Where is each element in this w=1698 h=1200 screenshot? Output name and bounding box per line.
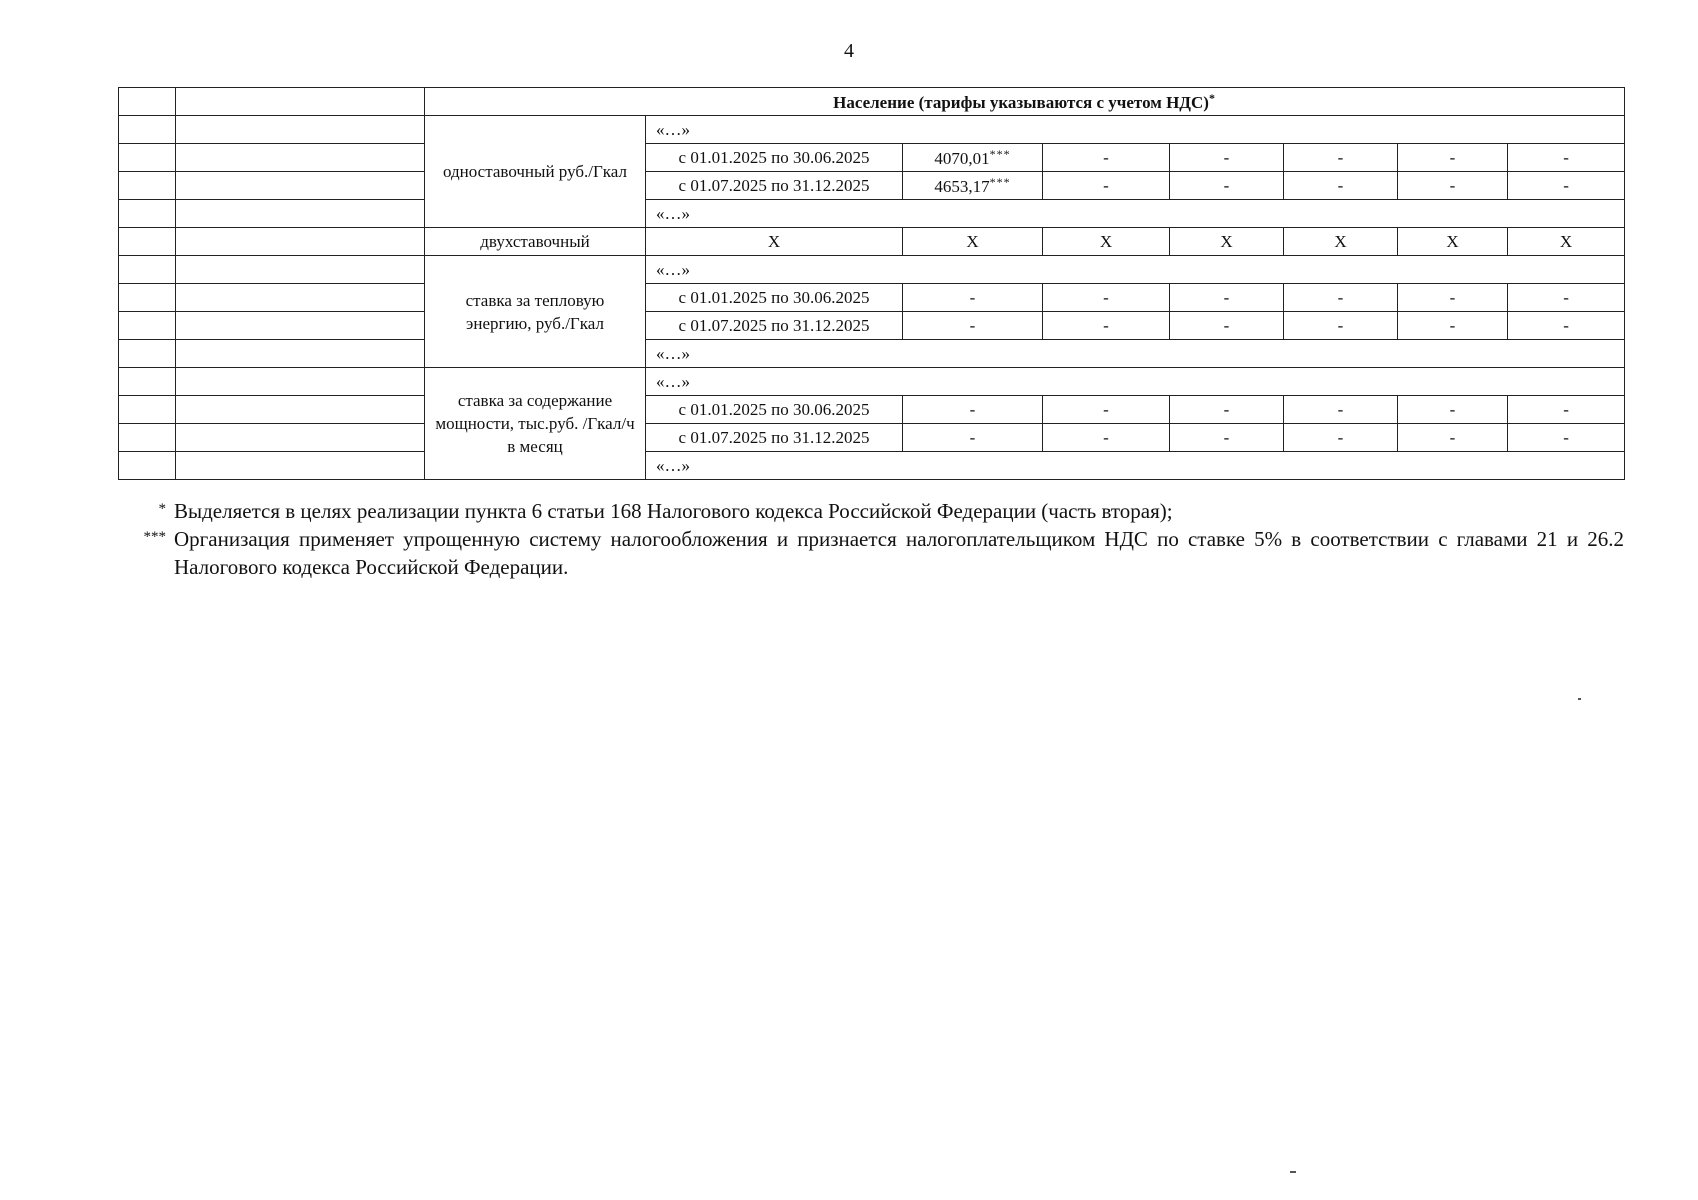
- period-cell: с 01.07.2025 по 31.12.2025: [646, 172, 903, 200]
- footnotes: [118, 497, 1624, 581]
- dash-cell: -: [1284, 396, 1398, 424]
- table-row: [119, 424, 1625, 452]
- two-rate-label: двухставочный: [425, 228, 646, 256]
- footnote-mark: *: [1208, 90, 1216, 105]
- dash-cell: -: [903, 424, 1043, 452]
- row-number-cell: [119, 452, 176, 480]
- table-header-row: [119, 88, 1625, 116]
- dash-cell: -: [1284, 312, 1398, 340]
- dash-cell: -: [1508, 312, 1625, 340]
- dash-cell: -: [1170, 172, 1284, 200]
- tariff-value: 4653,17: [934, 176, 990, 196]
- row-number-cell: [119, 200, 176, 228]
- dash-cell: -: [1398, 424, 1508, 452]
- name-cell: [176, 452, 425, 480]
- table-row: [119, 452, 1625, 480]
- period-cell: с 01.07.2025 по 31.12.2025: [646, 424, 903, 452]
- x-cell: X: [1508, 228, 1625, 256]
- name-cell: [176, 340, 425, 368]
- dash-cell: -: [1398, 312, 1508, 340]
- dash-cell: -: [903, 312, 1043, 340]
- ellipsis-cell: «…»: [646, 116, 1625, 144]
- tariff-value-cell: [903, 144, 1043, 172]
- table-row: [119, 144, 1625, 172]
- x-cell: X: [1284, 228, 1398, 256]
- table-row: [119, 228, 1625, 256]
- row-number-cell: [119, 256, 176, 284]
- dash-cell: -: [903, 396, 1043, 424]
- table-row: [119, 396, 1625, 424]
- footnote: [118, 525, 1624, 581]
- dash-cell: -: [1398, 144, 1508, 172]
- name-cell: [176, 144, 425, 172]
- name-cell: [176, 116, 425, 144]
- dash-cell: -: [1043, 424, 1170, 452]
- dash-cell: -: [1398, 172, 1508, 200]
- dash-cell: -: [1043, 172, 1170, 200]
- row-number-cell: [119, 424, 176, 452]
- footnote-text: Выделяется в целях реализации пункта 6 статьи 168 Налогового кодекса Российской Федерации (часть вторая);: [174, 499, 1173, 523]
- tariff-table: [118, 87, 1625, 480]
- ellipsis-cell: «…»: [646, 200, 1625, 228]
- table-row: [119, 340, 1625, 368]
- name-cell: [176, 284, 425, 312]
- row-number-cell: [119, 88, 176, 116]
- dash-cell: -: [1284, 144, 1398, 172]
- dash-cell: -: [1170, 144, 1284, 172]
- footnote-mark: *: [158, 501, 166, 517]
- dash-cell: -: [1043, 144, 1170, 172]
- dash-cell: -: [1508, 424, 1625, 452]
- capacity-rate-label: ставка за содержание мощности, тыс.руб. /Гкал/ч в месяц: [425, 368, 646, 480]
- dash-cell: -: [1170, 312, 1284, 340]
- dash-cell: -: [1284, 284, 1398, 312]
- period-cell: с 01.01.2025 по 30.06.2025: [646, 284, 903, 312]
- row-number-cell: [119, 368, 176, 396]
- dash-cell: -: [1170, 396, 1284, 424]
- population-header: [425, 88, 1625, 116]
- footnote-mark: ***: [989, 146, 1011, 161]
- population-header-text: Население (тарифы указываются с учетом НДС): [833, 92, 1209, 112]
- name-cell: [176, 200, 425, 228]
- dash-cell: -: [1508, 172, 1625, 200]
- name-cell: [176, 312, 425, 340]
- dash-cell: -: [903, 284, 1043, 312]
- row-number-cell: [119, 228, 176, 256]
- x-cell: X: [1170, 228, 1284, 256]
- page-number: 4: [844, 40, 854, 62]
- x-cell: X: [903, 228, 1043, 256]
- period-cell: с 01.01.2025 по 30.06.2025: [646, 396, 903, 424]
- scan-speck: [1578, 698, 1581, 700]
- name-cell: [176, 424, 425, 452]
- dash-cell: -: [1508, 144, 1625, 172]
- row-number-cell: [119, 284, 176, 312]
- dash-cell: -: [1508, 284, 1625, 312]
- footnote-text: Организация применяет упрощенную систему налогообложения и признается налогоплательщиком НДС по ставке 5% в соответствии с главами 21 и 26.2 Налогового кодекса Российской Федерации.: [174, 527, 1624, 579]
- table-row: [119, 200, 1625, 228]
- table-row: [119, 116, 1625, 144]
- footnote-mark: ***: [989, 174, 1011, 189]
- x-cell: X: [1043, 228, 1170, 256]
- table-row: [119, 312, 1625, 340]
- row-number-cell: [119, 116, 176, 144]
- row-number-cell: [119, 396, 176, 424]
- dash-cell: -: [1043, 284, 1170, 312]
- ellipsis-cell: «…»: [646, 368, 1625, 396]
- row-number-cell: [119, 312, 176, 340]
- one-rate-label: одноставочный руб./Гкал: [425, 116, 646, 228]
- period-cell: с 01.07.2025 по 31.12.2025: [646, 312, 903, 340]
- table-row: [119, 172, 1625, 200]
- tariff-value-cell: [903, 172, 1043, 200]
- dash-cell: -: [1398, 396, 1508, 424]
- x-cell: X: [646, 228, 903, 256]
- name-cell: [176, 368, 425, 396]
- name-cell: [176, 256, 425, 284]
- row-number-cell: [119, 172, 176, 200]
- name-cell: [176, 172, 425, 200]
- dash-cell: -: [1284, 424, 1398, 452]
- x-cell: X: [1398, 228, 1508, 256]
- dash-cell: -: [1170, 424, 1284, 452]
- name-cell: [176, 88, 425, 116]
- dash-cell: -: [1508, 396, 1625, 424]
- table-row: [119, 256, 1625, 284]
- ellipsis-cell: «…»: [646, 452, 1625, 480]
- dash-cell: -: [1170, 284, 1284, 312]
- footnote-mark: ***: [143, 529, 166, 545]
- ellipsis-cell: «…»: [646, 256, 1625, 284]
- dash-cell: -: [1043, 312, 1170, 340]
- tariff-value: 4070,01: [934, 148, 990, 168]
- row-number-cell: [119, 340, 176, 368]
- name-cell: [176, 396, 425, 424]
- ellipsis-cell: «…»: [646, 340, 1625, 368]
- row-number-cell: [119, 144, 176, 172]
- scan-speck: [1290, 1171, 1296, 1173]
- table-row: [119, 284, 1625, 312]
- footnote: [118, 497, 1624, 525]
- name-cell: [176, 228, 425, 256]
- dash-cell: -: [1043, 396, 1170, 424]
- energy-rate-label: ставка за тепловую энергию, руб./Гкал: [425, 256, 646, 368]
- dash-cell: -: [1398, 284, 1508, 312]
- table-row: [119, 368, 1625, 396]
- dash-cell: -: [1284, 172, 1398, 200]
- period-cell: с 01.01.2025 по 30.06.2025: [646, 144, 903, 172]
